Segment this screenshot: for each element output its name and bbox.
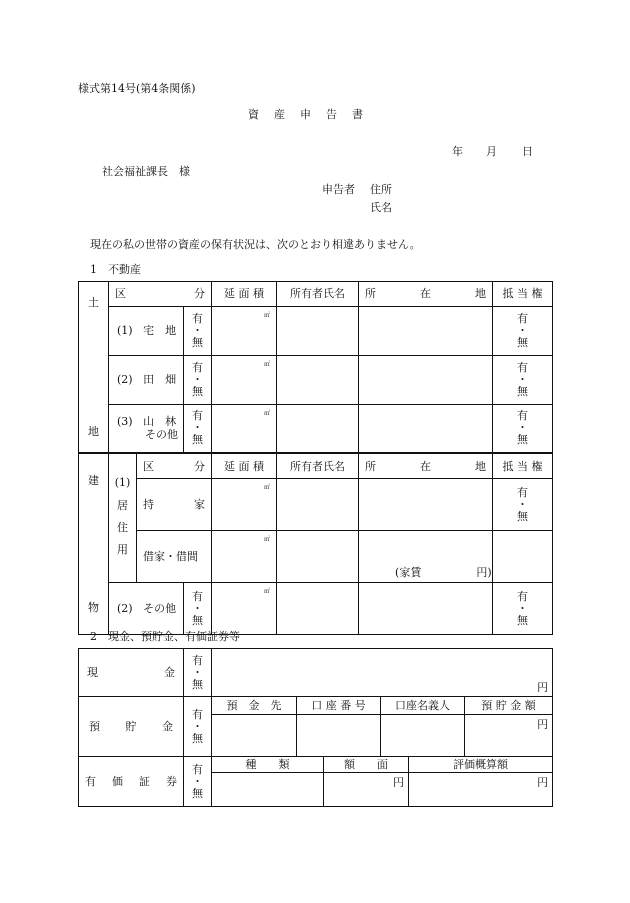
- account-holder-field[interactable]: [381, 715, 465, 757]
- land-label-bottom: 地: [88, 425, 99, 438]
- cash-amount-field[interactable]: 円: [212, 649, 553, 697]
- account-number-field[interactable]: [297, 715, 381, 757]
- header-account-number: 口 座 番 号: [297, 697, 381, 715]
- yes-no-choice[interactable]: 有 ・ 無: [184, 649, 212, 697]
- yes-no-choice[interactable]: 有 ・ 無: [184, 404, 212, 453]
- header-deposit-amount: 預 貯 金 額: [465, 697, 553, 715]
- building-label-top: 建: [88, 474, 99, 487]
- floor-area-field[interactable]: ㎡: [212, 404, 277, 453]
- floor-area-field[interactable]: ㎡: [212, 479, 277, 531]
- land-row-label: (3) 山 林 その他: [109, 404, 184, 453]
- building-row-other: [79, 583, 553, 635]
- bank-field[interactable]: [212, 715, 297, 757]
- building-row-rented: [79, 531, 553, 583]
- cash-label: 現 金: [79, 649, 184, 697]
- owner-field[interactable]: [277, 583, 359, 635]
- other-building-label: (2) その他: [109, 583, 184, 635]
- deposits-label: 預 貯 金: [79, 697, 184, 757]
- financial-assets-table: [78, 648, 553, 807]
- section2-heading: 2 現金、預貯金、有価証券等: [90, 630, 240, 643]
- header-estimated-value: 評価概算額: [409, 757, 553, 773]
- location-field[interactable]: [359, 355, 493, 404]
- mortgage-yes-no[interactable]: 有 ・ 無: [493, 583, 553, 635]
- yes-no-choice[interactable]: 有 ・ 無: [184, 757, 212, 807]
- floor-area-field[interactable]: ㎡: [212, 306, 277, 355]
- header-account-holder: 口座名義人: [381, 697, 465, 715]
- header-face-value: 額 面: [324, 757, 409, 773]
- section1-heading: 1 不動産: [90, 263, 141, 276]
- owner-field[interactable]: [277, 404, 359, 453]
- residence-label-cell: (1) 居 住 用: [109, 453, 137, 583]
- form-number: 様式第14号(第4条関係): [78, 82, 196, 95]
- header-location: 所 在 地: [359, 453, 493, 479]
- deposit-amount-field[interactable]: 円: [465, 715, 553, 757]
- date-year: 年: [452, 145, 463, 158]
- mortgage-yes-no[interactable]: 有 ・ 無: [493, 306, 553, 355]
- header-floor-area: 延 面 積: [212, 453, 277, 479]
- location-field[interactable]: [359, 404, 493, 453]
- yes-no-choice[interactable]: 有 ・ 無: [184, 583, 212, 635]
- owner-field[interactable]: [277, 479, 359, 531]
- yes-no-choice[interactable]: 有 ・ 無: [184, 697, 212, 757]
- rent-note: (家賃 円): [395, 566, 492, 580]
- deposits-header-row: [79, 697, 553, 715]
- mortgage-field[interactable]: [493, 531, 553, 583]
- addressee: 社会福祉課長 様: [102, 165, 190, 178]
- land-row-residential: [79, 306, 553, 355]
- location-field[interactable]: [359, 306, 493, 355]
- floor-area-field[interactable]: ㎡: [212, 355, 277, 404]
- owner-field[interactable]: [277, 306, 359, 355]
- face-value-field[interactable]: 円: [324, 773, 409, 807]
- header-category: 区 分: [109, 282, 212, 307]
- header-mortgage: 抵 当 権: [493, 282, 553, 307]
- yes-no-choice[interactable]: 有 ・ 無: [184, 306, 212, 355]
- cash-row: [79, 649, 553, 697]
- owner-field[interactable]: [277, 355, 359, 404]
- land-row-label: (2) 田 畑: [109, 355, 184, 404]
- location-field[interactable]: [359, 479, 493, 531]
- declarant-label: 申告者: [322, 183, 355, 196]
- land-row-forest: [79, 404, 553, 453]
- securities-label: 有 価 証 券: [79, 757, 184, 807]
- header-category: 区 分: [137, 453, 212, 479]
- security-type-field[interactable]: [212, 773, 324, 807]
- owned-house-label: 持 家: [137, 479, 212, 531]
- page-title: 資 産 申 告 書: [248, 108, 365, 121]
- statement: 現在の私の世帯の資産の保有状況は、次のとおり相違ありません。: [90, 238, 421, 251]
- land-row-farmland: [79, 355, 553, 404]
- declarant-address-label: 住所: [370, 183, 392, 196]
- rent-field[interactable]: [359, 531, 493, 583]
- building-label-cell: [79, 453, 109, 635]
- owner-field[interactable]: [277, 531, 359, 583]
- header-security-type: 種 類: [212, 757, 324, 773]
- header-location: 所 在 地: [359, 282, 493, 307]
- mortgage-yes-no[interactable]: 有 ・ 無: [493, 355, 553, 404]
- floor-area-field[interactable]: ㎡: [212, 583, 277, 635]
- date-month: 月: [486, 145, 497, 158]
- declarant-name-label: 氏名: [370, 201, 392, 214]
- header-owner: 所有者氏名: [277, 282, 359, 307]
- estimated-value-field[interactable]: 円: [409, 773, 553, 807]
- header-owner: 所有者氏名: [277, 453, 359, 479]
- building-label-bottom: 物: [88, 601, 99, 614]
- land-label-top: 土: [88, 296, 99, 309]
- header-bank: 預 金 先: [212, 697, 297, 715]
- rented-label: 借家・借間: [137, 531, 212, 583]
- floor-area-field[interactable]: ㎡: [212, 531, 277, 583]
- header-mortgage: 抵 当 権: [493, 453, 553, 479]
- land-row-label: (1) 宅 地: [109, 306, 184, 355]
- date-day: 日: [522, 145, 533, 158]
- mortgage-yes-no[interactable]: 有 ・ 無: [493, 404, 553, 453]
- mortgage-yes-no[interactable]: 有 ・ 無: [493, 479, 553, 531]
- securities-header-row: [79, 757, 553, 773]
- real-estate-table: [78, 281, 553, 635]
- header-floor-area: 延 面 積: [212, 282, 277, 307]
- building-row-owned: [79, 479, 553, 531]
- land-label-cell: [79, 282, 109, 454]
- location-field[interactable]: [359, 583, 493, 635]
- yes-no-choice[interactable]: 有 ・ 無: [184, 355, 212, 404]
